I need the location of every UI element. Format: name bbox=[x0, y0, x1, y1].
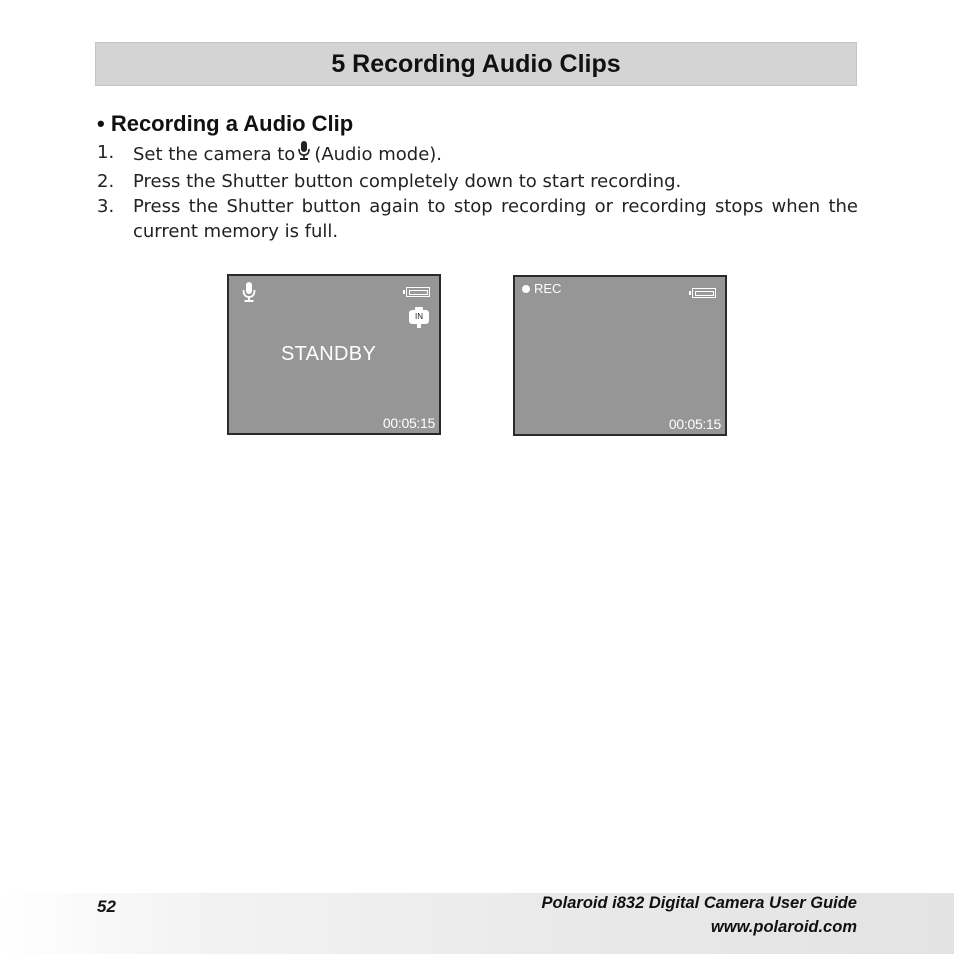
page-number: 52 bbox=[97, 897, 116, 916]
recording-time: 00:05:15 bbox=[382, 415, 435, 431]
step-text: Press the Shutter button completely down to start recording. bbox=[133, 171, 682, 192]
chapter-title-bar bbox=[95, 42, 857, 86]
recording-time: 00:05:15 bbox=[668, 416, 721, 432]
footer-credits bbox=[542, 891, 857, 939]
steps-list bbox=[97, 140, 858, 244]
step-item bbox=[97, 169, 858, 194]
memory-label: IN bbox=[409, 310, 429, 324]
step-item bbox=[97, 140, 858, 169]
rec-indicator bbox=[522, 281, 561, 296]
step-number: 3. bbox=[97, 196, 115, 217]
step-number: 1. bbox=[97, 142, 115, 163]
lcd-recording-screen bbox=[513, 275, 727, 436]
step-text: Set the camera to (Audio mode). bbox=[133, 140, 858, 169]
rec-label: REC bbox=[534, 281, 562, 296]
battery-full-icon bbox=[406, 287, 430, 297]
microphone-icon bbox=[297, 140, 311, 169]
step-number: 2. bbox=[97, 171, 115, 192]
internal-memory-icon bbox=[409, 307, 429, 329]
microphone-icon bbox=[241, 280, 257, 309]
lcd-standby-screen bbox=[227, 274, 441, 435]
chapter-title: 5 Recording Audio Clips bbox=[331, 49, 621, 78]
section-heading: • Recording a Audio Clip bbox=[97, 111, 354, 136]
guide-title: Polaroid i832 Digital Camera User Guide bbox=[541, 894, 857, 912]
step-text: Press the Shutter button again to stop recording or recording stops when the current memory is full. bbox=[133, 196, 858, 242]
website-link[interactable]: www.polaroid.com bbox=[710, 918, 857, 936]
status-text: STANDBY bbox=[281, 343, 377, 365]
battery-full-icon bbox=[692, 288, 716, 298]
record-dot-icon bbox=[522, 285, 530, 293]
step-item bbox=[97, 194, 858, 244]
